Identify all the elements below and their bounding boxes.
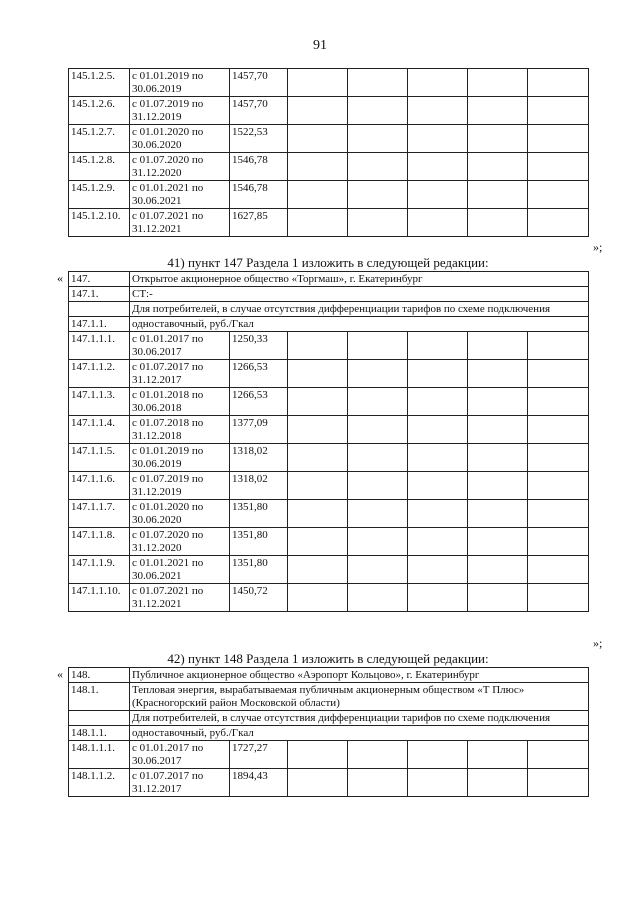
row-price: 1351,80	[230, 528, 288, 556]
row-price: 1727,27	[230, 741, 288, 769]
tariff-text: одноставочный, руб./Гкал	[130, 726, 589, 741]
empty-cell	[348, 416, 408, 444]
row-period: с 01.01.2020 по 30.06.2020	[130, 125, 230, 153]
empty-cell	[348, 472, 408, 500]
table-row	[69, 360, 589, 388]
tariff-table-148	[68, 667, 589, 797]
empty-cell	[408, 97, 468, 125]
organization-row	[69, 272, 589, 287]
empty-cell	[468, 741, 528, 769]
row-period: с 01.01.2019 по 30.06.2019	[130, 444, 230, 472]
row-price: 1457,70	[230, 69, 288, 97]
table-row	[69, 769, 589, 797]
empty-cell	[528, 181, 589, 209]
empty-cell	[408, 444, 468, 472]
empty-cell	[528, 741, 589, 769]
row-code: 147.1.1.5.	[69, 444, 130, 472]
empty-cell	[408, 209, 468, 237]
row-price: 1627,85	[230, 209, 288, 237]
row-price: 1522,53	[230, 125, 288, 153]
open-quote-147: «	[57, 271, 63, 285]
empty-cell	[468, 69, 528, 97]
row-code: 145.1.2.6.	[69, 97, 130, 125]
row-code: 145.1.2.7.	[69, 125, 130, 153]
heading-42: 42) пункт 148 Раздела 1 изложить в следующей редакции:	[167, 651, 489, 666]
organization-row	[69, 668, 589, 683]
empty-cell	[528, 556, 589, 584]
row-code: 147.1.1.10.	[69, 584, 130, 612]
row-code: 147.1.1.2.	[69, 360, 130, 388]
row-period: с 01.01.2017 по 30.06.2017	[130, 332, 230, 360]
org-name: Открытое акционерное общество «Торгмаш», г. Екатеринбург	[130, 272, 589, 287]
table-row	[69, 416, 589, 444]
row-price: 1266,53	[230, 360, 288, 388]
sub-code: 147.1.	[69, 287, 130, 302]
empty-cell	[288, 125, 348, 153]
table-row	[69, 500, 589, 528]
empty-cell	[528, 97, 589, 125]
empty-cell	[288, 181, 348, 209]
tariff-type-row	[69, 317, 589, 332]
empty-cell	[288, 444, 348, 472]
row-price: 1457,70	[230, 97, 288, 125]
empty-cell	[528, 472, 589, 500]
row-price: 1250,33	[230, 332, 288, 360]
empty-cell	[288, 416, 348, 444]
empty-cell	[468, 332, 528, 360]
org-code: 148.	[69, 668, 130, 683]
empty-cell	[528, 153, 589, 181]
row-period: с 01.07.2019 по 31.12.2019	[130, 472, 230, 500]
page-number: 91	[313, 38, 327, 53]
empty-cell	[288, 360, 348, 388]
empty-cell	[348, 181, 408, 209]
empty-cell	[468, 556, 528, 584]
row-code: 147.1.1.8.	[69, 528, 130, 556]
empty-cell	[408, 584, 468, 612]
consumers-text: Для потребителей, в случае отсутствия дифференциации тарифов по схеме подключения	[130, 711, 589, 726]
empty-cell	[468, 472, 528, 500]
row-price: 1377,09	[230, 416, 288, 444]
empty-cell	[348, 69, 408, 97]
empty-cell	[408, 528, 468, 556]
empty-cell	[528, 416, 589, 444]
row-price: 1351,80	[230, 556, 288, 584]
empty-cell	[468, 125, 528, 153]
empty-cell	[348, 388, 408, 416]
empty-cell	[288, 69, 348, 97]
empty-cell	[468, 769, 528, 797]
row-period: с 01.01.2019 по 30.06.2019	[130, 69, 230, 97]
table-row	[69, 741, 589, 769]
table-row	[69, 69, 589, 97]
empty-cell	[528, 528, 589, 556]
empty-cell	[528, 332, 589, 360]
empty-cell	[408, 769, 468, 797]
sub-text: Тепловая энергия, вырабатываемая публичным акционерным обществом «Т Плюс» (Красногорский район Московской области)	[130, 683, 589, 711]
empty-cell	[288, 528, 348, 556]
empty-cell	[468, 209, 528, 237]
table-row	[69, 584, 589, 612]
empty-cell	[408, 416, 468, 444]
row-code: 145.1.2.10.	[69, 209, 130, 237]
empty-cell	[348, 556, 408, 584]
empty-cell	[408, 472, 468, 500]
empty-cell	[348, 209, 408, 237]
empty-cell	[288, 209, 348, 237]
table-row	[69, 388, 589, 416]
heading-41: 41) пункт 147 Раздела 1 изложить в следующей редакции:	[167, 255, 489, 270]
row-price: 1318,02	[230, 472, 288, 500]
open-quote-148: «	[57, 667, 63, 681]
row-period: с 01.07.2020 по 31.12.2020	[130, 528, 230, 556]
empty-cell	[408, 500, 468, 528]
empty-cell	[348, 444, 408, 472]
row-price: 1546,78	[230, 153, 288, 181]
empty-cell	[348, 97, 408, 125]
tariff-text: одноставочный, руб./Гкал	[130, 317, 589, 332]
sub-row	[69, 287, 589, 302]
tariff-code: 148.1.1.	[69, 726, 130, 741]
empty-cell	[408, 332, 468, 360]
empty-cell	[468, 444, 528, 472]
sub-row	[69, 683, 589, 711]
empty-cell	[348, 584, 408, 612]
empty-cell	[348, 769, 408, 797]
tariff-table-145	[68, 68, 589, 237]
row-code: 147.1.1.3.	[69, 388, 130, 416]
empty-cell	[348, 528, 408, 556]
org-code: 147.	[69, 272, 130, 287]
table-row	[69, 556, 589, 584]
empty-cell	[288, 584, 348, 612]
row-code: 147.1.1.1.	[69, 332, 130, 360]
empty-cell	[348, 125, 408, 153]
row-code: 147.1.1.9.	[69, 556, 130, 584]
row-price: 1318,02	[230, 444, 288, 472]
empty-cell	[468, 153, 528, 181]
row-price: 1351,80	[230, 500, 288, 528]
empty-cell	[348, 332, 408, 360]
empty-cell	[528, 444, 589, 472]
consumers-row	[69, 711, 589, 726]
empty-cell	[408, 69, 468, 97]
row-period: с 01.01.2018 по 30.06.2018	[130, 388, 230, 416]
table-row	[69, 97, 589, 125]
empty-cell	[288, 500, 348, 528]
close-quote-147: »;	[593, 636, 603, 650]
empty-cell	[468, 388, 528, 416]
tariff-table-147	[68, 271, 589, 612]
table-row	[69, 332, 589, 360]
consumers-row	[69, 302, 589, 317]
empty-cell	[468, 416, 528, 444]
row-price: 1450,72	[230, 584, 288, 612]
empty-cell	[288, 741, 348, 769]
table-row	[69, 444, 589, 472]
row-period: с 01.01.2017 по 30.06.2017	[130, 741, 230, 769]
empty-cell	[468, 181, 528, 209]
empty-cell	[528, 769, 589, 797]
row-code: 145.1.2.9.	[69, 181, 130, 209]
empty-cell	[408, 125, 468, 153]
row-period: с 01.07.2021 по 31.12.2021	[130, 584, 230, 612]
sub-text: СТ:-	[130, 287, 589, 302]
empty-cell	[408, 181, 468, 209]
empty-cell	[528, 69, 589, 97]
empty-cell	[468, 528, 528, 556]
empty-cell	[528, 125, 589, 153]
empty-cell	[528, 360, 589, 388]
row-code: 148.1.1.2.	[69, 769, 130, 797]
tariff-type-row	[69, 726, 589, 741]
empty-cell	[288, 97, 348, 125]
table-row	[69, 125, 589, 153]
row-code: 147.1.1.7.	[69, 500, 130, 528]
row-period: с 01.07.2021 по 31.12.2021	[130, 209, 230, 237]
row-code: 148.1.1.1.	[69, 741, 130, 769]
table-row	[69, 209, 589, 237]
sub-code: 148.1.	[69, 683, 130, 711]
table-row	[69, 528, 589, 556]
tariff-code: 147.1.1.	[69, 317, 130, 332]
row-code: 147.1.1.6.	[69, 472, 130, 500]
row-period: с 01.01.2020 по 30.06.2020	[130, 500, 230, 528]
empty-cell	[408, 556, 468, 584]
row-code: 145.1.2.8.	[69, 153, 130, 181]
empty-cell	[288, 769, 348, 797]
empty-cell	[348, 500, 408, 528]
empty-cell	[408, 388, 468, 416]
empty-cell	[288, 472, 348, 500]
empty-cell	[528, 500, 589, 528]
row-period: с 01.07.2017 по 31.12.2017	[130, 360, 230, 388]
row-code: 145.1.2.5.	[69, 69, 130, 97]
row-period: с 01.07.2020 по 31.12.2020	[130, 153, 230, 181]
row-period: с 01.01.2021 по 30.06.2021	[130, 556, 230, 584]
empty-cell	[348, 741, 408, 769]
row-period: с 01.07.2018 по 31.12.2018	[130, 416, 230, 444]
table-row	[69, 181, 589, 209]
row-period: с 01.07.2017 по 31.12.2017	[130, 769, 230, 797]
empty-cell	[288, 388, 348, 416]
row-price: 1546,78	[230, 181, 288, 209]
empty-cell	[468, 97, 528, 125]
empty-cell	[348, 360, 408, 388]
empty-cell	[468, 360, 528, 388]
row-price: 1894,43	[230, 769, 288, 797]
empty-cell	[468, 500, 528, 528]
table-row	[69, 472, 589, 500]
empty-cell	[408, 153, 468, 181]
table-row	[69, 153, 589, 181]
empty-cell	[288, 153, 348, 181]
empty-cell	[528, 388, 589, 416]
empty-cell	[528, 584, 589, 612]
empty-cell	[468, 584, 528, 612]
empty-cell	[408, 741, 468, 769]
row-period: с 01.07.2019 по 31.12.2019	[130, 97, 230, 125]
empty-cell	[528, 209, 589, 237]
close-quote-145: »;	[593, 240, 603, 254]
row-period: с 01.01.2021 по 30.06.2021	[130, 181, 230, 209]
empty-cell	[288, 332, 348, 360]
row-price: 1266,53	[230, 388, 288, 416]
org-name: Публичное акционерное общество «Аэропорт Кольцово», г. Екатеринбург	[130, 668, 589, 683]
empty-cell	[288, 556, 348, 584]
row-code: 147.1.1.4.	[69, 416, 130, 444]
consumers-text: Для потребителей, в случае отсутствия дифференциации тарифов по схеме подключения	[130, 302, 589, 317]
empty-cell	[408, 360, 468, 388]
empty-cell	[348, 153, 408, 181]
